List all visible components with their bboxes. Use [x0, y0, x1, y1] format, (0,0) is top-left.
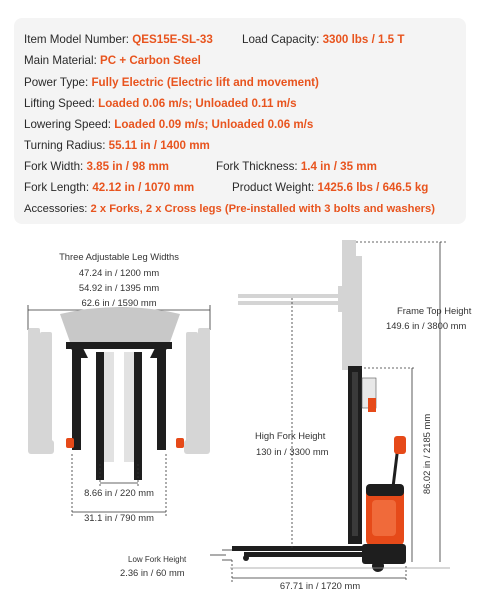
low-fork-value: 2.36 in / 60 mm	[120, 567, 185, 578]
truck-body	[366, 484, 404, 546]
spec-fork-length	[24, 181, 194, 195]
spec-value: 2 x Forks, 2 x Cross legs (Pre-installed with 3 bolts and washers)	[90, 203, 435, 215]
spec-label: Accessories:	[24, 203, 88, 215]
overall-length-label: 67.71 in / 1720 mm	[279, 580, 361, 591]
spec-label: Main Material:	[24, 54, 97, 67]
front-view-drawing	[28, 305, 210, 516]
low-fork-title: Low Fork Height	[128, 555, 187, 564]
spec-label: Item Model Number:	[24, 33, 130, 46]
fork-gap-dimension-line	[100, 464, 138, 486]
overall-width-dimension-line	[72, 454, 166, 516]
leg-width-2: 54.92 in / 1395 mm	[78, 282, 160, 293]
fork-gap-label: 8.66 in / 220 mm	[84, 487, 154, 498]
frame-top-value: 149.6 in / 3800 mm	[386, 320, 467, 331]
spec-model	[24, 33, 213, 47]
spec-material	[24, 54, 201, 68]
spec-value: 3300 lbs / 1.5 T	[322, 33, 405, 46]
spec-label: Lifting Speed:	[24, 97, 95, 110]
leg-width-1: 47.24 in / 1200 mm	[78, 267, 160, 278]
spec-label: Product Weight:	[232, 181, 315, 194]
spec-value: 55.11 in / 1400 mm	[108, 139, 210, 152]
leg-widths-title: Three Adjustable Leg Widths	[59, 251, 179, 262]
spec-fork-width	[24, 160, 169, 174]
spec-value: PC + Carbon Steel	[100, 54, 201, 67]
mast-shadow	[60, 307, 180, 342]
leg-width-3: 62.6 in / 1590 mm	[81, 297, 157, 308]
spec-capacity	[242, 33, 404, 47]
spec-fork-thickness	[216, 160, 377, 174]
spec-weight	[232, 181, 428, 195]
overall-width-label: 31.1 in / 790 mm	[84, 512, 154, 523]
spec-label: Fork Length:	[24, 181, 90, 194]
spec-power	[24, 76, 319, 90]
spec-value: 3.85 in / 98 mm	[86, 160, 169, 173]
spec-value: Fully Electric (Electric lift and movement)	[91, 76, 319, 89]
spec-label: Fork Thickness:	[216, 160, 298, 173]
spec-value: Loaded 0.09 m/s; Unloaded 0.06 m/s	[114, 118, 314, 131]
spec-value: 42.12 in / 1070 mm	[92, 181, 195, 194]
spec-lowering	[24, 118, 313, 132]
side-view-drawing	[210, 240, 450, 582]
frame-top-title: Frame Top Height	[397, 305, 472, 316]
spec-value: Loaded 0.06 m/s; Unloaded 0.11 m/s	[98, 97, 297, 110]
spec-turning	[24, 139, 210, 153]
side-dimension-lines	[210, 242, 450, 582]
raised-mast-ghost	[238, 240, 362, 374]
front-frame	[66, 342, 172, 480]
spec-accessories	[24, 202, 435, 216]
spec-value: 1.4 in / 35 mm	[300, 160, 377, 173]
high-fork-value: 130 in / 3300 mm	[256, 446, 329, 457]
body-height-label: 86.02 in / 2185 mm	[421, 413, 432, 495]
spec-label: Fork Width:	[24, 160, 84, 173]
spec-value: QES15E-SL-33	[132, 33, 213, 46]
spec-label: Lowering Speed:	[24, 118, 112, 131]
spec-label: Load Capacity:	[242, 33, 320, 46]
spec-label: Power Type:	[24, 76, 89, 89]
spec-lifting	[24, 97, 297, 111]
spec-value: 1425.6 lbs / 646.5 kg	[317, 181, 429, 194]
high-fork-title: High Fork Height	[255, 430, 326, 441]
spec-label: Turning Radius:	[24, 139, 106, 152]
dimension-diagram	[0, 232, 480, 600]
